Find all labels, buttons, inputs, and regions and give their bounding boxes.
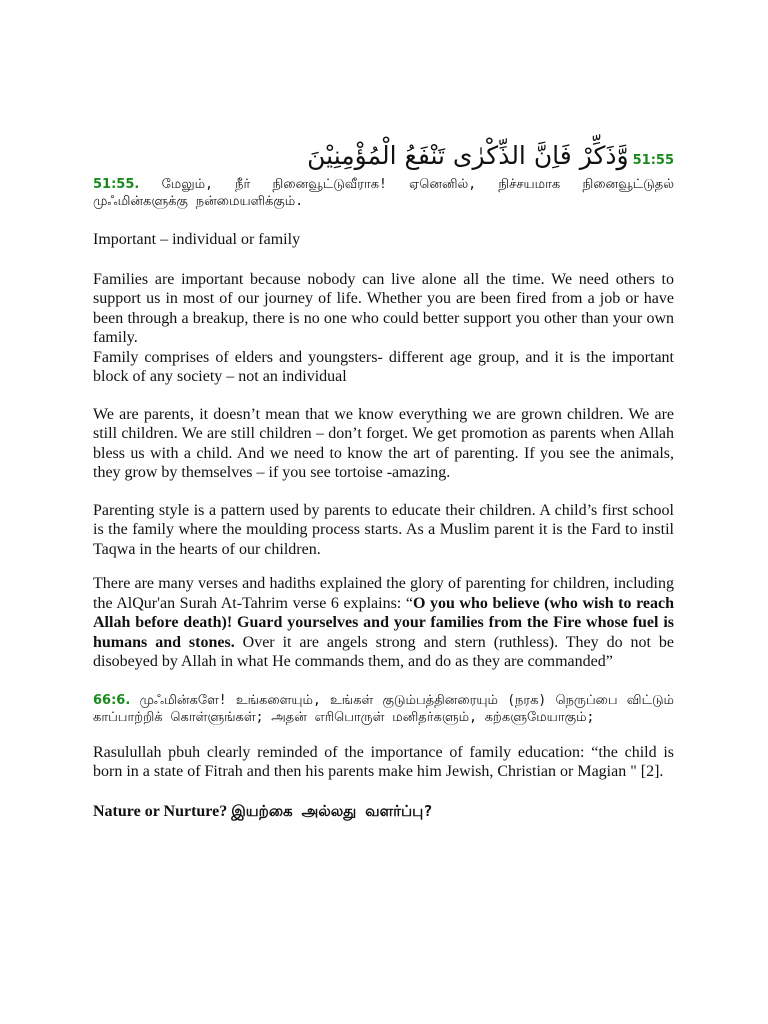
paragraph-family-composition: Family comprises of elders and youngsters- different age group, and it is the important block of any society – not an individual bbox=[93, 348, 674, 385]
translation-reference: 66:6. bbox=[93, 692, 131, 708]
verses-intro: There are many verses and hadiths explained the glory of parenting for children, including the AlQur'an Surah At-Tahrim verse 6 explains: “ bbox=[93, 575, 674, 612]
paragraph-families: Families are important because nobody can live alone all the time. We need others to support us in most of our journey of life. Whether you are been fired from a job or have been through a breakup, there is no one who could better support you other than your own family. bbox=[93, 270, 674, 346]
verse-reference: 51:55 bbox=[632, 153, 674, 168]
heading-nature-nurture bbox=[93, 802, 674, 822]
verse-translation-51-55 bbox=[93, 176, 674, 210]
translation-text: முஃமின்களே! உங்களையும், உங்கள் குடும்பத்தினரையும் (நரக) நெருப்பை விட்டும் காப்பாற்றிக் கொள்ளுங்கள்; அதன் எரிபொருள் மனிதர்களும், கற்களுமேயாகும்; bbox=[93, 692, 675, 725]
verses-rest: Over it are angels strong and stern (ruthless). They do not be disobeyed by Allah in what He commands them, and do as they are commanded” bbox=[93, 633, 674, 670]
paragraph-rasulullah: Rasulullah pbuh clearly reminded of the importance of family education: “the child is born in a state of Fitrah and then his parents make him Jewish, Christian or Magian " [2]. bbox=[93, 743, 674, 780]
arabic-verse-text: وَّذَكِّرْ فَاِنَّ الذِّكْرٰى تَنْفَعُ الْمُؤْمِنِيْنَ bbox=[307, 141, 629, 170]
paragraph-verses bbox=[93, 574, 674, 672]
paragraph-parents: We are parents, it doesn’t mean that we know everything we are grown children. We are still children. We are still children – don’t forget. We get promotion as parents when Allah bless us with a child. And we need to know the art of parenting. If you see the animals, they grow by themselves – if you see tortoise -amazing. bbox=[93, 405, 674, 481]
translation-reference: 51:55. bbox=[93, 177, 140, 192]
translation-text: மேலும், நீர் நினைவூட்டுவீராக! ஏனெனில், நிச்சயமாக நினைவூட்டுதல் முஃமின்களுக்கு நன்மையளிக்கும். bbox=[93, 177, 674, 209]
document-body bbox=[93, 136, 674, 821]
heading-important: Important – individual or family bbox=[93, 231, 301, 248]
heading-english: Nature or Nurture? bbox=[93, 802, 228, 820]
heading-tamil: இயற்கை அல்லது வளர்ப்பு? bbox=[231, 801, 433, 820]
verses-quote-bold: O you who believe (who wish to reach Allah before death)! Guard yourselves and your families from the Fire whose fuel is humans and stones. bbox=[93, 594, 675, 651]
quran-verse-51-55 bbox=[93, 136, 674, 176]
verse-translation-66-6 bbox=[93, 692, 674, 726]
paragraph-parenting-style: Parenting style is a pattern used by parents to educate their children. A child’s first school is the family where the moulding process starts. As a Muslim parent it is the Fard to instil Taqwa in the hearts of our children. bbox=[93, 501, 674, 558]
